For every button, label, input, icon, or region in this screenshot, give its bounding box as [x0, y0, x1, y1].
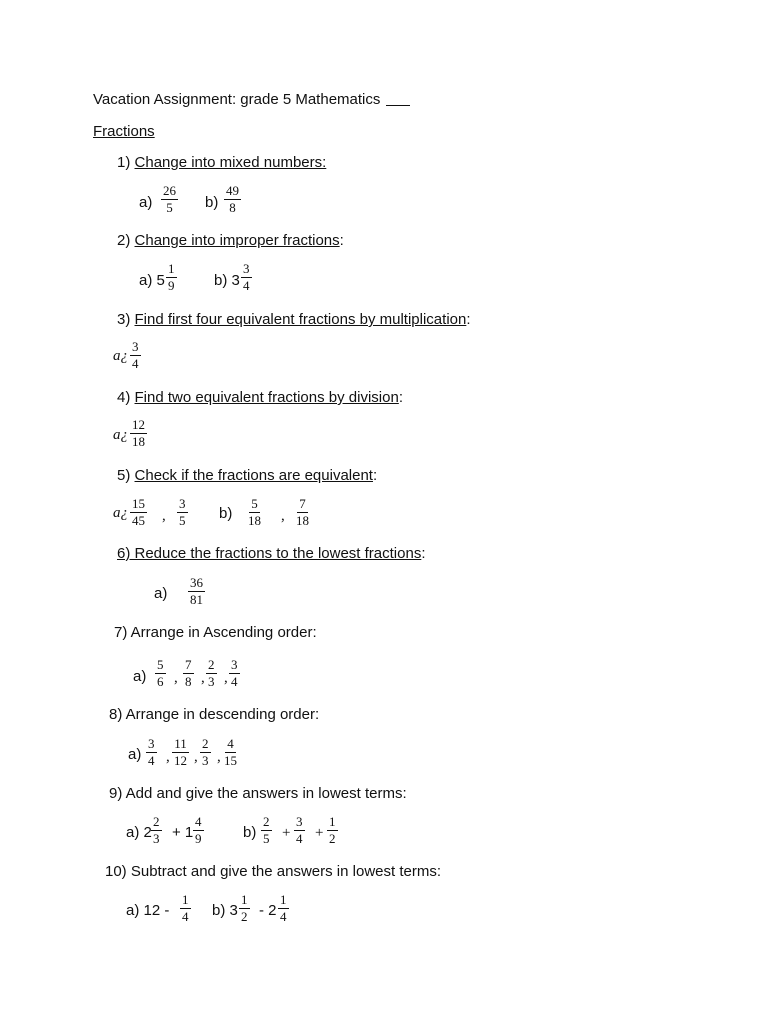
title-text: Vacation Assignment: grade 5 Mathematics: [93, 91, 381, 108]
question-2: [117, 232, 344, 250]
numerator: 2: [202, 736, 209, 751]
question-6: [117, 545, 426, 563]
question-3: [117, 311, 471, 329]
fraction: [130, 418, 147, 449]
minus-operator: - 2: [259, 902, 277, 919]
fraction: [224, 184, 241, 215]
plus-operator: +: [315, 825, 324, 841]
numerator: 3: [296, 814, 303, 829]
fraction: [166, 262, 177, 293]
numerator: 26: [163, 183, 176, 198]
denominator: 5: [263, 831, 270, 846]
part-a-label: a): [128, 746, 142, 763]
fraction: [161, 184, 178, 215]
fraction: [188, 576, 205, 607]
denominator: 9: [168, 278, 175, 293]
numerator: 1: [182, 892, 189, 907]
fraction: [155, 658, 166, 689]
denominator: 5: [179, 513, 186, 528]
fraction: [177, 497, 188, 528]
comma: ,: [217, 749, 221, 765]
numerator: 5: [251, 496, 258, 511]
denominator: 4: [132, 356, 139, 371]
part-a-label: a): [133, 668, 147, 685]
comma: ,: [194, 749, 198, 765]
fraction: [206, 658, 217, 689]
fraction: [183, 658, 194, 689]
comma: ,: [281, 508, 285, 524]
denominator: 45: [132, 513, 145, 528]
fraction: [172, 737, 189, 768]
question-number: 2): [117, 232, 131, 249]
numerator: 3: [132, 339, 139, 354]
question-instruction: Change into mixed numbers:: [134, 154, 327, 171]
numerator: 5: [157, 657, 164, 672]
part-b-label: b) 3: [214, 272, 240, 289]
denominator: 3: [208, 674, 215, 689]
fraction: [180, 893, 191, 924]
part-a-label: a¿: [113, 427, 128, 443]
part-a-label: a) 2: [126, 824, 152, 841]
numerator: 2: [208, 657, 215, 672]
numerator: 36: [190, 575, 203, 590]
numerator: 12: [132, 417, 145, 432]
numerator: 15: [132, 496, 145, 511]
numerator: 2: [153, 814, 160, 829]
numerator: 4: [227, 736, 234, 751]
numerator: 11: [174, 736, 187, 751]
question-8: 8) Arrange in descending order:: [109, 706, 320, 723]
numerator: 3: [179, 496, 186, 511]
denominator: 9: [195, 831, 202, 846]
denominator: 8: [229, 200, 236, 215]
denominator: 15: [224, 753, 237, 768]
question-number: 5): [117, 467, 131, 484]
comma: ,: [174, 670, 178, 686]
page-title: [93, 91, 410, 109]
plus-operator: +: [282, 825, 291, 841]
question-instruction: Change into improper fractions: [134, 232, 340, 249]
fraction: [130, 497, 147, 528]
denominator: 6: [157, 674, 164, 689]
comma: ,: [201, 670, 205, 686]
numerator: 1: [168, 261, 175, 276]
denominator: 4: [148, 753, 155, 768]
fraction: [261, 815, 272, 846]
denominator: 2: [241, 909, 248, 924]
question-1: [117, 154, 326, 172]
denominator: 3: [153, 831, 160, 846]
colon: :: [421, 545, 426, 562]
part-a-label: a) 5: [139, 272, 165, 289]
denominator: 3: [202, 753, 209, 768]
question-number: 4): [117, 389, 131, 406]
part-a-label: a): [139, 194, 153, 211]
colon: :: [398, 389, 403, 406]
question-5: [117, 467, 377, 485]
colon: :: [372, 467, 378, 484]
part-b-label: b) 3: [212, 902, 238, 919]
part-b-label: b): [205, 194, 219, 211]
numerator: 1: [280, 892, 287, 907]
fraction: [222, 737, 239, 768]
question-number: 3): [117, 311, 131, 328]
question-instruction: 6) Reduce the fractions to the lowest fractions: [117, 545, 422, 562]
fraction: [151, 815, 162, 846]
fraction: [294, 815, 305, 846]
denominator: 4: [296, 831, 303, 846]
question-4: [117, 389, 403, 407]
fraction: [294, 497, 311, 528]
numerator: 7: [299, 496, 306, 511]
numerator: 3: [148, 736, 155, 751]
numerator: 4: [195, 814, 202, 829]
fraction: [278, 893, 289, 924]
denominator: 12: [174, 753, 187, 768]
fraction: [229, 658, 240, 689]
numerator: 3: [243, 261, 250, 276]
denominator: 5: [166, 200, 173, 215]
comma: ,: [162, 508, 166, 524]
numerator: 3: [231, 657, 238, 672]
fraction: [130, 340, 141, 371]
part-a-label: a) 12 -: [126, 902, 170, 919]
part-a-label: a): [154, 585, 168, 602]
part-b-label: b): [219, 505, 233, 522]
question-10: 10) Subtract and give the answers in lowest terms:: [105, 863, 441, 880]
fraction: [241, 262, 252, 293]
fraction: [193, 815, 204, 846]
numerator: 1: [329, 814, 336, 829]
denominator: 8: [185, 674, 192, 689]
part-b-label: b): [243, 824, 257, 841]
colon: :: [466, 311, 471, 328]
numerator: 1: [241, 892, 248, 907]
fraction: [200, 737, 211, 768]
part-a-label: a¿: [113, 505, 128, 521]
denominator: 4: [280, 909, 287, 924]
section-heading: Fractions: [93, 123, 155, 140]
fraction: [239, 893, 250, 924]
question-9: 9) Add and give the answers in lowest terms:: [109, 785, 407, 802]
question-7: 7) Arrange in Ascending order:: [114, 624, 317, 641]
fraction: [146, 737, 157, 768]
plus-operator: + 1: [172, 824, 194, 841]
numerator: 7: [185, 657, 192, 672]
comma: ,: [224, 670, 228, 686]
numerator: 49: [226, 183, 239, 198]
title-underline-tail: [386, 91, 410, 106]
denominator: 18: [296, 513, 309, 528]
denominator: 81: [190, 592, 203, 607]
denominator: 18: [132, 434, 145, 449]
fraction: [327, 815, 338, 846]
numerator: 2: [263, 814, 270, 829]
denominator: 4: [182, 909, 189, 924]
denominator: 2: [329, 831, 336, 846]
denominator: 4: [243, 278, 250, 293]
question-instruction: Find two equivalent fractions by division: [134, 389, 399, 406]
denominator: 4: [231, 674, 238, 689]
fraction: [246, 497, 263, 528]
question-instruction: Find first four equivalent fractions by multiplication: [134, 311, 467, 328]
colon: :: [339, 232, 344, 249]
part-a-label: a¿: [113, 348, 128, 364]
comma: ,: [166, 749, 170, 765]
question-number: 1): [117, 154, 131, 171]
question-instruction: Check if the fractions are equivalent: [134, 467, 373, 484]
denominator: 18: [248, 513, 261, 528]
